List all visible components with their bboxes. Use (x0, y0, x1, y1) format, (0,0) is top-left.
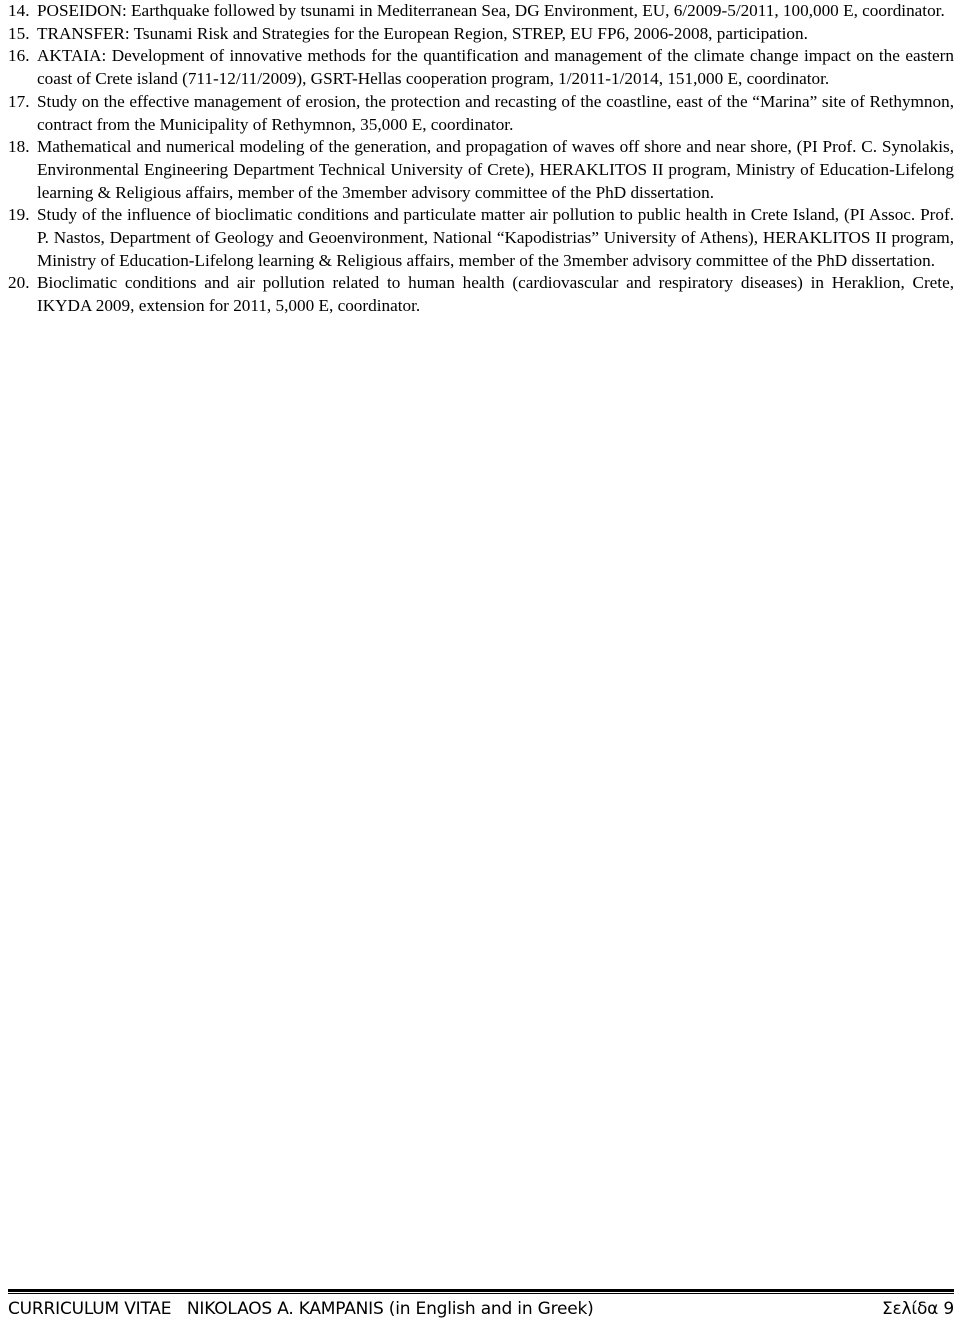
document-body (8, 0, 954, 318)
list-item (8, 136, 954, 204)
list-item (8, 23, 954, 46)
item-text: POSEIDON: Earthquake followed by tsunami in Mediterranean Sea, DG Environment, EU, 6/2009-5/2011, 100,000 E, coordinator. (37, 1, 945, 20)
item-text: Bioclimatic conditions and air pollution related to human health (cardiovascular and respiratory diseases) in Heraklion, Crete, IKYDA 2009, extension for 2011, 5,000 E, coordinator. (37, 273, 954, 316)
item-number: 16. (8, 46, 30, 66)
item-number: 18. (8, 137, 30, 157)
list-item (8, 272, 954, 317)
item-text: Study on the effective management of erosion, the protection and recasting of the coastline, east of the “Marina” site of Rethymnon, contract from the Municipality of Rethymnon, 35,000 E, coordinator. (37, 91, 954, 134)
item-number: 20. (8, 273, 30, 293)
item-text: AKTAIA: Development of innovative methods for the quantification and management of the climate change impact on the eastern coast of Crete island (711-12/11/2009), GSRT-Hellas cooperation program, 1/2011-1/2014, 151,000 E, coordinator. (37, 46, 954, 89)
list-item (8, 91, 954, 136)
list-item (8, 0, 954, 23)
item-number: 19. (8, 205, 30, 225)
item-number: 15. (8, 23, 30, 43)
item-text: Study of the influence of bioclimatic conditions and particulate matter air pollution to public health in Crete Island, (PI Assoc. Prof. P. Nastos, Department of Geology and Geoenvironment, National “Kapodistrias” University of Athens), HERAKLITOS II program, Ministry of Education-Lifelong learning & Religious affairs, member of the 3member advisory committee of the PhD dissertation. (37, 205, 954, 270)
item-text: Mathematical and numerical modeling of the generation, and propagation of waves off shore and near shore, (PI Prof. C. Synolakis, Environmental Engineering Department Technical University of Crete), HERAKLITOS II program, Ministry of Education-Lifelong learning & Religious affairs, member of the 3member advisory committee of the PhD dissertation. (37, 137, 954, 202)
footer-divider (8, 1289, 954, 1294)
item-number: 17. (8, 91, 30, 111)
item-number: 14. (8, 1, 30, 20)
list-item (8, 45, 954, 90)
item-text: TRANSFER: Tsunami Risk and Strategies for the European Region, STREP, EU FP6, 2006-2008, participation. (37, 23, 808, 43)
project-list (8, 0, 954, 318)
page-number: Σελίδα 9 (882, 1299, 954, 1319)
page-footer (8, 1298, 954, 1320)
list-item (8, 204, 954, 272)
footer-title: CURRICULUM VITAE NIKOLAOS A. KAMPANIS (in English and in Greek) (8, 1299, 594, 1319)
